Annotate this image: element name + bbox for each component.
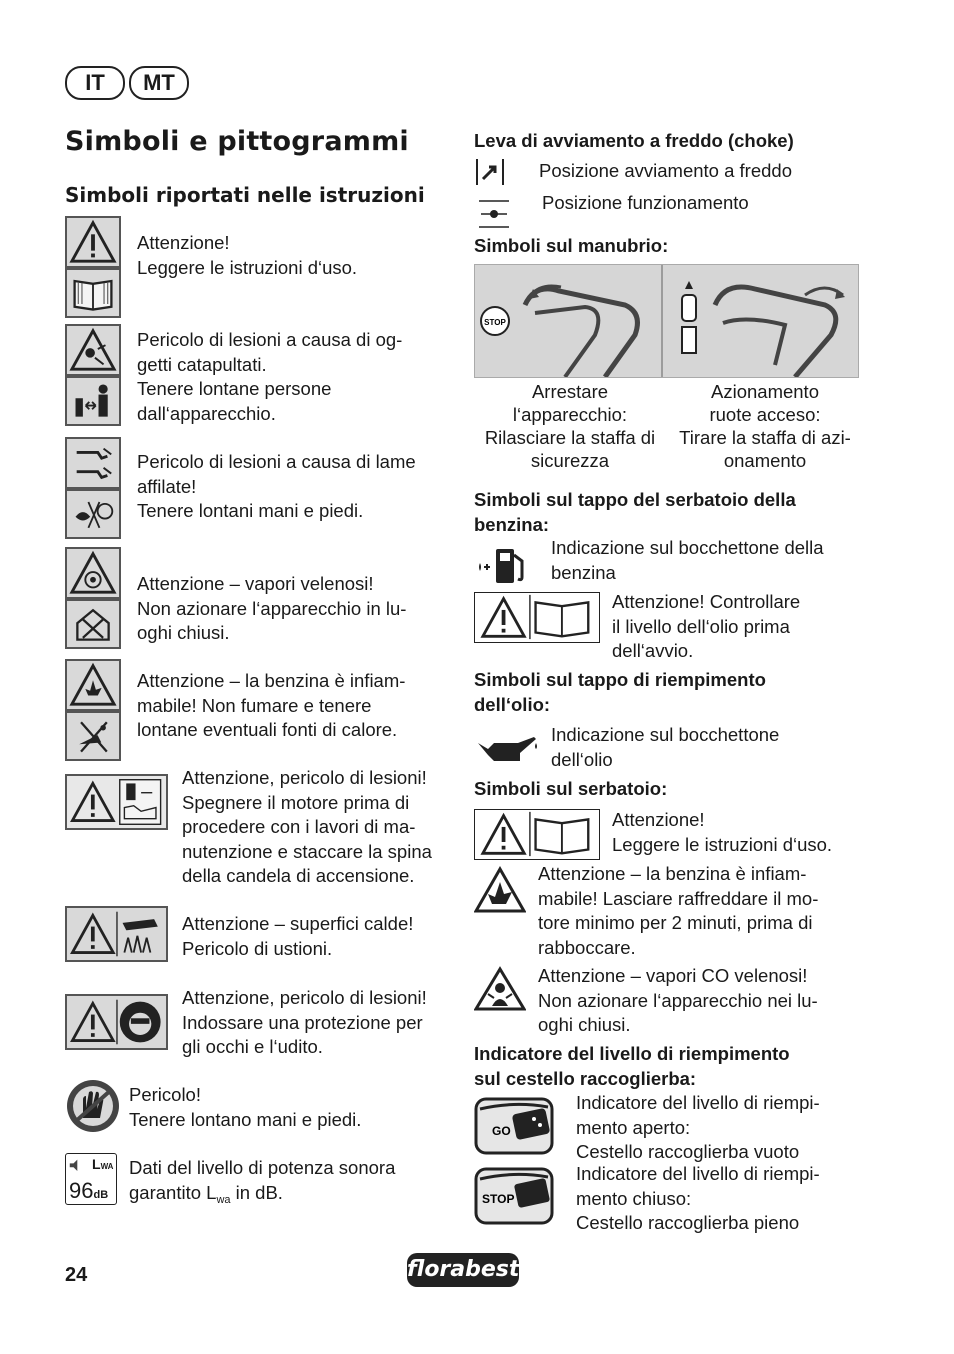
tank-text-1: Attenzione! Leggere le istruzioni d‘uso.: [612, 809, 833, 855]
no-indoor-use-icon: [65, 599, 121, 649]
handle-illustration: [474, 264, 859, 378]
item-text-4: Attenzione – la benzina è infiam- mabile! Non fumare e tenere lontane eventuali fonti di calore.: [137, 670, 406, 740]
level-stop-icon: [474, 1167, 554, 1225]
sound-power-icon: [65, 1153, 117, 1205]
choke-run-icon: [477, 197, 511, 231]
tank-title: Simboli sul serbatoio:: [474, 778, 668, 799]
sharp-blade-hand-icon: [65, 437, 121, 489]
toxic-fumes-warning-icon: [65, 547, 121, 599]
sound-icon-value: 96: [69, 1178, 94, 1203]
danger-hand-icon: [65, 1078, 121, 1134]
page-title: Simboli e pittogrammi: [65, 126, 409, 157]
level-go-text: Indicatore del livello di riempi- mento aperto: Cestello raccoglierba vuoto: [576, 1092, 820, 1162]
level-go-label: GO: [492, 1124, 511, 1138]
hot-surface-warning-icon: [65, 906, 168, 962]
maintenance-warning-icon: [65, 774, 168, 830]
oilcap-text-1: Indicazione sul bocchettone dell‘olio: [551, 724, 780, 770]
section-title: Simboli riportati nelle istruzioni: [65, 183, 425, 207]
choke-cold-text: Posizione avviamento a freddo: [539, 160, 792, 181]
level-go-icon: [474, 1097, 554, 1155]
brand-logo: florabest: [407, 1253, 519, 1287]
language-badge-mt: MT: [129, 66, 189, 100]
sound-text: Dati del livello di potenza sonora garantito $L_{wa}$ in dB.: [129, 1157, 396, 1206]
eye-ear-protection-icon: [65, 994, 168, 1050]
item-text-0: Attenzione! Leggere le istruzioni d‘uso.: [137, 232, 358, 278]
fuelcap-title: Simboli sul tappo del serbatoio della benzina:: [474, 489, 796, 535]
handle-title: Simboli sul manubrio:: [474, 235, 669, 256]
choke-cold-icon: [475, 157, 505, 187]
page-number: 24: [65, 1264, 88, 1286]
item-text-3: Attenzione – vapori velenosi! Non azionare l‘apparecchio in lu- oghi chiusi.: [137, 573, 407, 643]
handle-left-caption: Arrestare l‘apparecchio: Rilasciare la staffa di sicurezza: [484, 381, 656, 471]
no-smoking-icon: [65, 711, 121, 761]
choke-run-text: Posizione funzionamento: [542, 192, 749, 213]
item-text-7: Attenzione, pericolo di lesioni! Indossare una protezione per gli occhi e l‘udito.: [182, 987, 427, 1057]
item-text-1: Pericolo di lesioni a causa di og- getti catapultati. Tenere lontane persone dall‘apparecchio.: [137, 329, 403, 424]
keep-hands-feet-away-icon: [65, 489, 121, 539]
read-manual-icon: [65, 268, 121, 318]
tank-flammable-icon: [474, 866, 526, 914]
tank-text-2: Attenzione – la benzina è infiam- mabile! Lasciare raffreddare il mo- tore minimo per 2 minuti, prima di rabboccare.: [538, 863, 819, 958]
flammable-warning-icon: [65, 659, 121, 711]
item-text-2: Pericolo di lesioni a causa di lame affilate! Tenere lontani mani e piedi.: [137, 451, 416, 521]
warning-icon: [65, 216, 121, 268]
fuel-pump-icon: [474, 541, 532, 587]
handle-right-caption: Azionamento ruote acceso: Tirare la staffa di azi- onamento: [679, 381, 851, 471]
language-badge-it: IT: [65, 66, 125, 100]
sound-icon-unit: dB: [93, 1189, 109, 1201]
fuelcap-text-2: Attenzione! Controllare il livello dell‘olio prima dell‘avvio.: [612, 591, 801, 661]
item-text-8: Pericolo! Tenere lontano mani e piedi.: [129, 1084, 362, 1130]
level-title: Indicatore del livello di riempimento sul cestello raccoglierba:: [474, 1043, 790, 1089]
tank-text-3: Attenzione – vapori CO velenosi! Non azionare l‘apparecchio nei lu- oghi chiusi.: [538, 965, 818, 1035]
tank-warning-manual-icon: [474, 809, 600, 860]
oilcap-title: Simboli sul tappo di riempimento dell‘olio:: [474, 669, 766, 715]
sound-icon-label: L: [92, 1156, 101, 1172]
choke-title: Leva di avviamento a freddo (choke): [474, 130, 794, 151]
item-text-6: Attenzione – superfici calde! Pericolo di ustioni.: [182, 913, 414, 959]
oil-can-icon: [474, 733, 544, 767]
level-stop-text: Indicatore del livello di riempi- mento chiuso: Cestello raccoglierba pieno: [576, 1163, 820, 1233]
handle-stop-label: STOP: [484, 318, 506, 327]
level-stop-label: STOP: [482, 1192, 515, 1206]
sound-icon-sub: WA: [100, 1162, 114, 1171]
fuelcap-text-1: Indicazione sul bocchettone della benzina: [551, 537, 824, 583]
tank-co-fumes-icon: [474, 966, 526, 1012]
item-text-5: Attenzione, pericolo di lesioni! Spegnere il motore prima di procedere con i lavori di ma- nutenzione e staccare la spina della candela di accensione.: [182, 767, 432, 886]
keep-distance-icon: [65, 376, 121, 426]
warning-thrown-objects-icon: [65, 324, 121, 376]
fuelcap-warning-manual-icon: [474, 592, 600, 643]
